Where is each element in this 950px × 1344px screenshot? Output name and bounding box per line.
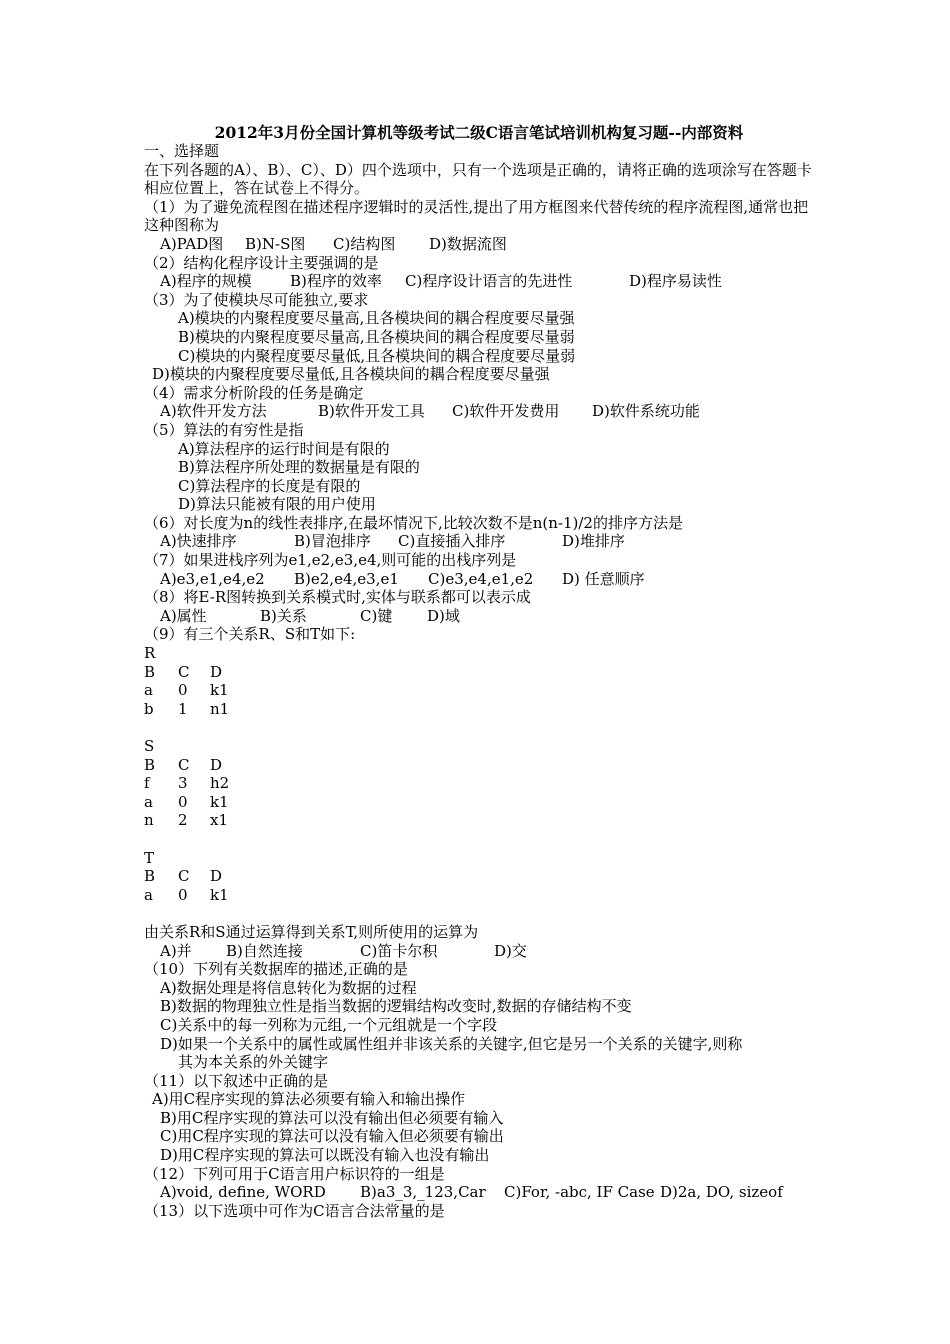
option-c: C)键 xyxy=(360,606,393,625)
instruction-text: 在下列各题的A）、B）、C）、D）四个选项中，只有一个选项是正确的，请将正确的选项涂写在答题卡相应位置上，答在试卷上不得分。 xyxy=(144,160,812,198)
option-d: D)域 xyxy=(427,606,460,625)
option-a: A)快速排序 xyxy=(160,532,237,551)
option-b: B)关系 xyxy=(260,606,307,625)
question-5-stem: （5）算法的有穷性是指 xyxy=(144,420,304,439)
option-c: C)笛卡尔积 xyxy=(360,941,438,960)
option-b: B)用C程序实现的算法可以没有输出但必须要有输入 xyxy=(160,1108,504,1127)
option-b: B)算法程序所处理的数据量是有限的 xyxy=(178,458,420,477)
table-cell: 3 xyxy=(178,774,188,793)
table-cell: D xyxy=(210,867,223,886)
table-cell: a xyxy=(144,792,153,811)
option-d: D)数据流图 xyxy=(429,234,507,253)
table-cell: a xyxy=(144,885,153,904)
table-cell: D xyxy=(210,662,223,681)
relation-name: S xyxy=(144,737,155,755)
option-b: B)数据的物理独立性是指当数据的逻辑结构改变时,数据的存储结构不变 xyxy=(160,997,632,1016)
table-cell: a xyxy=(144,681,153,700)
option-c: C)e3,e4,e1,e2 xyxy=(428,569,534,588)
option-a: A)数据处理是将信息转化为数据的过程 xyxy=(160,978,417,997)
table-cell: 0 xyxy=(178,792,188,811)
table-cell: C xyxy=(178,755,190,774)
question-3-stem: （3）为了使模块尽可能独立,要求 xyxy=(144,290,369,309)
table-cell: C xyxy=(178,867,190,886)
table-cell: k1 xyxy=(210,681,229,700)
option-c: C)程序设计语言的先进性 xyxy=(405,272,573,291)
question-12-options xyxy=(144,1183,814,1202)
option-c: C)模块的内聚程度要尽量低,且各模块间的耦合程度要尽量弱 xyxy=(178,346,576,365)
table-row xyxy=(144,886,814,905)
option-b: B)软件开发工具 xyxy=(318,402,425,421)
table-cell: b xyxy=(144,699,154,718)
option-c: C)用C程序实现的算法可以没有输入但必须要有输出 xyxy=(160,1127,504,1146)
table-cell: n xyxy=(144,811,154,830)
question-13-stem: （13）以下选项中可作为C语言合法常量的是 xyxy=(144,1201,445,1220)
table-row xyxy=(144,793,814,812)
option-c: C)软件开发费用 xyxy=(452,402,560,421)
table-cell: 1 xyxy=(178,699,188,718)
question-10-stem: （10）下列有关数据库的描述,正确的是 xyxy=(144,960,408,979)
spacer xyxy=(144,904,814,923)
option-a: A)模块的内聚程度要尽量高,且各模块间的耦合程度要尽量强 xyxy=(178,309,575,328)
relation-name: R xyxy=(144,644,156,663)
table-cell: C xyxy=(178,662,190,681)
option-a: A)e3,e1,e4,e2 xyxy=(160,569,265,588)
question-6-options xyxy=(144,532,814,551)
option-d: D)程序易读性 xyxy=(629,272,722,291)
option-c: C)For, -abc, IF Case xyxy=(504,1183,655,1202)
table-header xyxy=(144,867,814,886)
option-d: D)模块的内聚程度要尽量低,且各模块间的耦合程度要尽量强 xyxy=(152,365,550,384)
table-cell: x1 xyxy=(210,811,229,830)
question-2-options xyxy=(144,272,814,291)
table-cell: k1 xyxy=(210,792,229,811)
table-cell: B xyxy=(144,662,156,681)
option-b: B)自然连接 xyxy=(226,941,303,960)
table-header xyxy=(144,756,814,775)
question-4-stem: （4）需求分析阶段的任务是确定 xyxy=(144,383,364,402)
option-c: C)算法程序的长度是有限的 xyxy=(178,476,361,495)
option-a: A)属性 xyxy=(160,606,207,625)
table-header xyxy=(144,663,814,682)
spacer xyxy=(144,830,814,849)
table-cell: h2 xyxy=(210,774,230,793)
document-title: 2012年3月份全国计算机等级考试二级C语言笔试培训机构复习题--内部资料 xyxy=(214,123,744,142)
table-row xyxy=(144,774,814,793)
question-7-stem: （7）如果进栈序列为e1,e2,e3,e4,则可能的出栈序列是 xyxy=(144,551,517,570)
option-b: B)模块的内聚程度要尽量高,且各模块间的耦合程度要尽量弱 xyxy=(178,327,575,346)
question-9-options xyxy=(144,942,814,961)
table-cell: 2 xyxy=(178,811,188,830)
relation-r-table xyxy=(144,644,814,718)
option-d: D)2a, DO, sizeof xyxy=(660,1183,783,1202)
relation-name: T xyxy=(144,848,155,867)
document-page xyxy=(144,124,814,1220)
question-9-question: 由关系R和S通过运算得到关系T,则所使用的运算为 xyxy=(144,922,479,941)
question-2-stem: （2）结构化程序设计主要强调的是 xyxy=(144,253,379,272)
option-a: A)void, define, WORD xyxy=(160,1183,326,1202)
table-row xyxy=(144,681,814,700)
option-b: B)N-S图 xyxy=(245,234,306,253)
option-d-continued: 其为本关系的外关键字 xyxy=(178,1053,329,1072)
question-9-stem: （9）有三个关系R、S和T如下: xyxy=(144,625,356,644)
option-b: B)a3_3,_123,Car xyxy=(360,1183,486,1202)
question-1-options xyxy=(144,235,814,254)
question-4-options xyxy=(144,402,814,421)
relation-s-table xyxy=(144,737,814,830)
option-c: C)直接插入排序 xyxy=(398,532,506,551)
question-8-stem: （8）将E-R图转换到关系模式时,实体与联系都可以表示成 xyxy=(144,588,531,607)
relation-t-table xyxy=(144,849,814,905)
table-cell: k1 xyxy=(210,885,229,904)
question-11-stem: （11）以下叙述中正确的是 xyxy=(144,1071,329,1090)
table-row xyxy=(144,811,814,830)
table-cell: 0 xyxy=(178,681,188,700)
option-b: B)e2,e4,e3,e1 xyxy=(294,569,399,588)
option-d: D) 任意顺序 xyxy=(562,569,645,588)
table-cell: B xyxy=(144,867,156,886)
question-6-stem: （6）对长度为n的线性表排序,在最坏情况下,比较次数不是n(n-1)/2的排序方法是 xyxy=(144,513,683,532)
option-a: A)并 xyxy=(160,941,192,960)
table-row xyxy=(144,700,814,719)
option-d: D)用C程序实现的算法可以既没有输入也没有输出 xyxy=(160,1146,490,1165)
option-a: A)软件开发方法 xyxy=(160,402,267,421)
option-a: A)算法程序的运行时间是有限的 xyxy=(178,439,390,458)
option-d: D)交 xyxy=(494,941,527,960)
table-cell: n1 xyxy=(210,699,230,718)
option-b: B)冒泡排序 xyxy=(294,532,371,551)
option-c: C)关系中的每一列称为元组,一个元组就是一个字段 xyxy=(160,1015,498,1034)
question-8-options xyxy=(144,607,814,626)
table-cell: D xyxy=(210,755,223,774)
question-12-stem: （12）下列可用于C语言用户标识符的一组是 xyxy=(144,1164,445,1183)
option-c: C)结构图 xyxy=(333,234,396,253)
section-heading: 一、选择题 xyxy=(144,142,220,160)
option-b: B)程序的效率 xyxy=(290,272,382,291)
question-7-options xyxy=(144,570,814,589)
option-d: D)堆排序 xyxy=(562,532,625,551)
option-a: A)用C程序实现的算法必须要有输入和输出操作 xyxy=(152,1090,466,1109)
question-1-stem: （1）为了避免流程图在描述程序逻辑时的灵活性,提出了用方框图来代替传统的程序流程图,通常也把这种图称为 xyxy=(144,197,809,235)
option-d: D)软件系统功能 xyxy=(592,402,700,421)
option-a: A)PAD图 xyxy=(160,234,224,253)
option-d: D)如果一个关系中的属性或属性组并非该关系的关键字,但它是另一个关系的关键字,则称 xyxy=(160,1034,743,1053)
table-cell: B xyxy=(144,755,156,774)
table-cell: 0 xyxy=(178,885,188,904)
table-cell: f xyxy=(144,774,150,793)
option-a: A)程序的规模 xyxy=(160,272,252,291)
spacer xyxy=(144,718,814,737)
option-d: D)算法只能被有限的用户使用 xyxy=(178,495,376,514)
